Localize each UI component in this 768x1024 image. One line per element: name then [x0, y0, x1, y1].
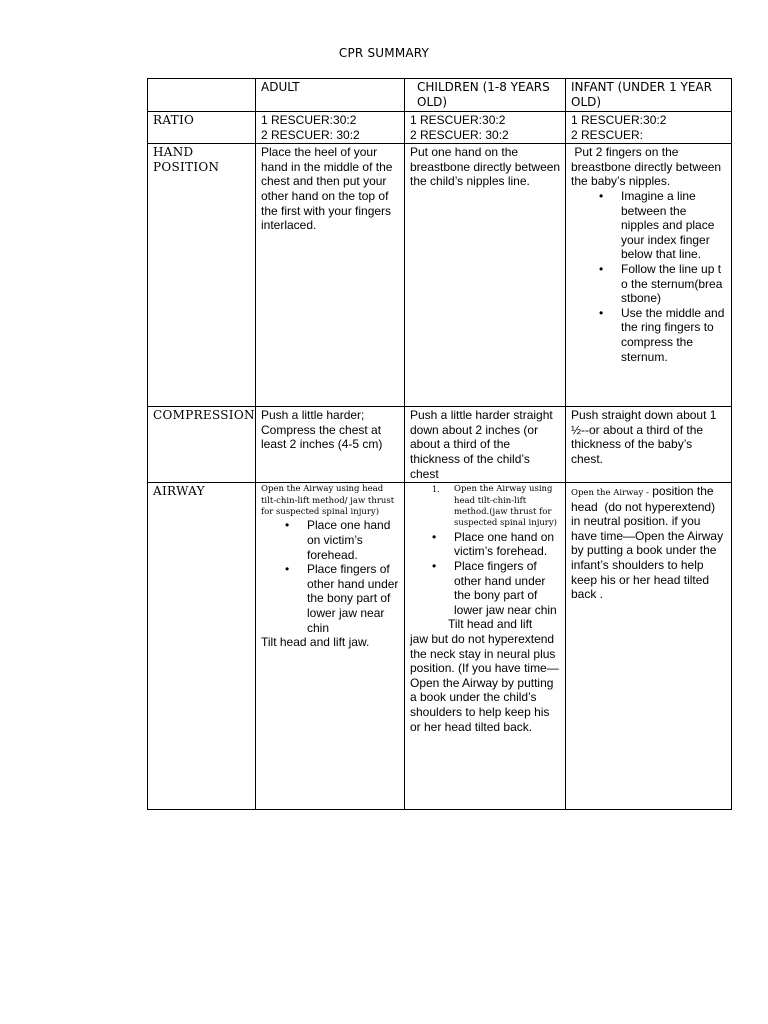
list-item: • Place one hand on victim’s forehead. [307, 518, 400, 562]
compression-adult: Push a little harder; Compress the chest at least 2 inches (4-5 cm) [256, 407, 405, 483]
page-title: CPR SUMMARY [338, 46, 430, 60]
ratio-child-line: 2 RESCUER: 30:2 [410, 127, 509, 142]
ratio-child [405, 112, 566, 144]
header-adult: ADULT [256, 79, 405, 112]
airway-infant [566, 483, 732, 810]
list-item: 1. Open the Airway using head tilt-chin-lift method.(jaw thrust for suspected spinal injury) [454, 484, 561, 530]
compression-child: Push a little harder straight down about 2 inches (or about a third of the thickness of the child’s chest [405, 407, 566, 483]
list-item: • Use the middle and the ring fingers to compress the sternum. [621, 306, 727, 364]
list-item: • Place one hand on victim’s forehead. [454, 530, 561, 559]
airway-infant-text: position the head (do not hyperextend) in neutral position. if you have time—Open the Airway by putting a book under the infant’s shoulders to help keep his or her head tilted back . [571, 484, 727, 602]
list-item: • Imagine a line between the nipples and place your index finger below that line. [621, 189, 727, 262]
airway-adult [256, 483, 405, 810]
airway-adult-list [261, 518, 400, 635]
airway-infant-small: Open the Airway - [571, 488, 649, 499]
list-item: • Follow the line up to the sternum(breastbone) [621, 262, 727, 306]
ratio-adult-line: 1 RESCUER:30:2 [261, 113, 357, 127]
hand-position-label: HAND POSITION [148, 144, 256, 407]
ratio-adult [256, 112, 405, 144]
airway-child-tilt: Tilt head and lift [448, 617, 533, 632]
header-empty [148, 79, 256, 112]
header-children: CHILDREN (1-8 YEARS OLD) [405, 79, 566, 112]
header-infant: INFANT (UNDER 1 YEAR OLD) [566, 79, 732, 112]
compression-label: COMPRESSION [148, 407, 256, 483]
cpr-summary-table [147, 78, 732, 810]
hand-position-infant-intro: Put 2 fingers on the breastbone directly between the baby’s nipples. [571, 145, 725, 189]
ratio-row [148, 112, 732, 144]
ratio-label: RATIO [148, 112, 256, 144]
ratio-child-line: 1 RESCUER:30:2 [410, 113, 506, 127]
list-item: • Place fingers of other hand under the bony part of lower jaw near chin [307, 562, 400, 635]
airway-child-list [410, 530, 561, 618]
airway-row [148, 483, 732, 810]
airway-child [405, 483, 566, 810]
ratio-adult-line: 2 RESCUER: 30:2 [261, 127, 360, 142]
ratio-infant-line: 2 RESCUER: [571, 127, 644, 142]
header-row [148, 79, 732, 112]
hand-position-adult: Place the heel of your hand in the middle of the chest and then put your other hand on the top of the first with your fingers interlaced. [256, 144, 405, 407]
airway-child-numbered-list [410, 484, 561, 530]
compression-infant: Push straight down about 1 ½--or about a third of the thickness of the baby’s chest. [566, 407, 732, 483]
ratio-infant [566, 112, 732, 144]
list-item: • Place fingers of other hand under the bony part of lower jaw near chin [454, 559, 561, 617]
hand-position-infant [566, 144, 732, 407]
hand-position-child: Put one hand on the breastbone directly between the child’s nipples line. [405, 144, 566, 407]
airway-label: AIRWAY [148, 483, 256, 810]
airway-adult-intro: Open the Airway using head tilt-chin-lift method/ jaw thrust for suspected spinal injury) [261, 484, 395, 517]
airway-adult-outro: Tilt head and lift jaw. [261, 635, 370, 650]
ratio-infant-line: 1 RESCUER:30:2 [571, 113, 667, 127]
airway-child-outro: jaw but do not hyperextend the neck stay in neural plus position. (If you have time—Open the Airway by putting a book under the child’s shoulders to help keep his or her head tilted back. [410, 631, 559, 734]
compression-row [148, 407, 732, 483]
hand-position-row [148, 144, 732, 407]
hand-position-infant-list [571, 189, 727, 364]
